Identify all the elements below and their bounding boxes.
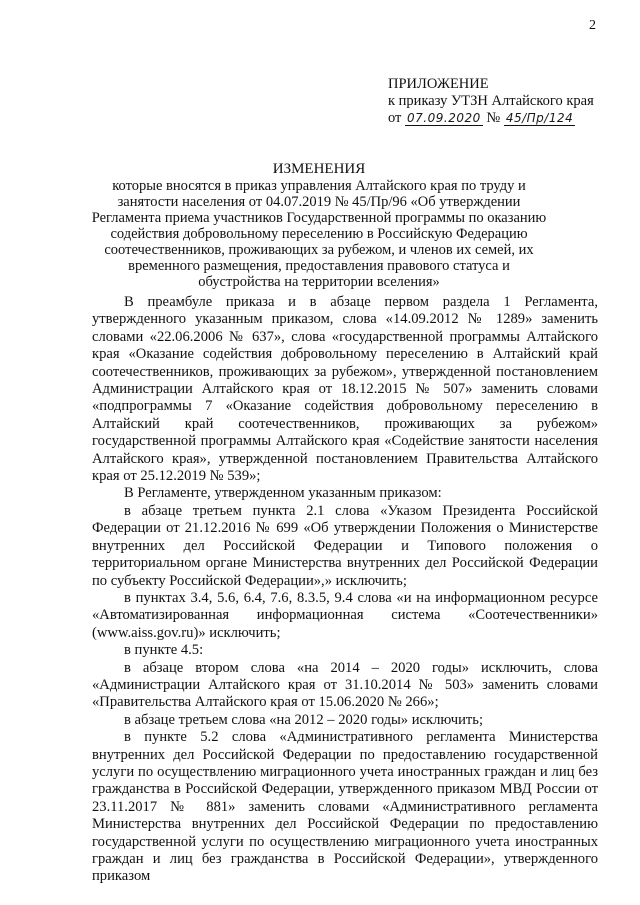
handwritten-date: 07.09.2020 <box>407 111 481 125</box>
document-body <box>92 294 598 886</box>
body-paragraph: в абзаце третьем пункта 2.1 слова «Указом Президента Российской Федерации от 21.12.2016 № 699 «Об утверждении Положения о Министерстве внутренних дел Российской Федерации и Типового положения о территориальном органе Министерства внутренних дел Российской Федерации по субъекту Российской Федерации»,» исключить; <box>92 502 598 589</box>
body-paragraph: в пункте 4.5: <box>124 642 204 659</box>
from-prefix: от <box>388 110 402 126</box>
body-paragraph: В Регламенте, утвержденном указанным приказом: <box>124 485 442 502</box>
body-paragraph: в абзаце втором слова «на 2014 – 2020 годы» исключить, слова «Администрации Алтайского края от 31.10.2014 № 503» заменить словами «Правительства Алтайского края от 15.06.2020 № 266»; <box>92 659 598 711</box>
heading-title: ИЗМЕНЕНИЯ <box>272 161 366 177</box>
heading-subtitle: которые вносятся в приказ управления Алтайского края по труду и занятости населения от 04.07.2019 № 45/Пр/96 «Об утверждении Регламента приема участников Государственной программы по оказанию содействия добровольному переселению в Российскую Федерацию соотечественников, проживающих за рубежом, и членов их семей, их временного размещения, предоставления правового статуса и обустройства на территории вселения» <box>91 178 547 290</box>
appendix-date-line <box>388 110 594 127</box>
body-paragraph: в абзаце третьем слова «на 2012 – 2020 годы» исключить; <box>124 711 483 728</box>
number-sign: № <box>486 110 501 126</box>
page-number: 2 <box>589 18 596 33</box>
appendix-label: ПРИЛОЖЕНИЕ <box>388 76 489 92</box>
handwritten-number: 45/Пр/124 <box>505 111 574 125</box>
body-paragraph: в пунктах 3.4, 5.6, 6.4, 7.6, 8.3.5, 9.4 слова «и на информационном ресурсе «Автоматизированная информационная система «Соотечественники» (www.aiss.gov.ru)» исключить; <box>92 589 598 641</box>
body-paragraph: в пункте 5.2 слова «Административного регламента Министерства внутренних дел Российской Федерации по предоставлению государственной услуги по осуществлению миграционного учета иностранных граждан и лиц без гражданства в Российской Федерации, утвержденного приказом МВД России от 23.11.2017 № 881» заменить словами «Административного регламента Министерства внутренних дел Российской Федерации по предоставлению государственной услуги по осуществлению миграционного учета иностранных граждан и лиц без гражданства в Российской Федерации», утвержденного приказом <box>92 729 598 885</box>
document-heading <box>90 161 548 290</box>
body-paragraph: В преамбуле приказа и в абзаце первом раздела 1 Регламента, утвержденного указанным приказом, слова «14.09.2012 № 1289» заменить словами «22.06.2006 № 637», слова «государственной программы Алтайского края «Оказание содействия добровольному переселению в Алтайский край соотечественников, проживающих за рубежом», утвержденной постановлением Администрации Алтайского края от 18.12.2015 № 507» заменить словами «подпрограммы 7 «Оказание содействия добровольному переселению в Алтайский край соотечественников, проживающих за рубежом» государственной программы Алтайского края «Содействие занятости населения Алтайского края», утвержденной постановлением Правительства Алтайского края от 25.12.2019 № 539»; <box>92 294 598 485</box>
appendix-order-line: к приказу УТЗН Алтайского края <box>388 93 594 109</box>
appendix-block <box>388 76 594 127</box>
